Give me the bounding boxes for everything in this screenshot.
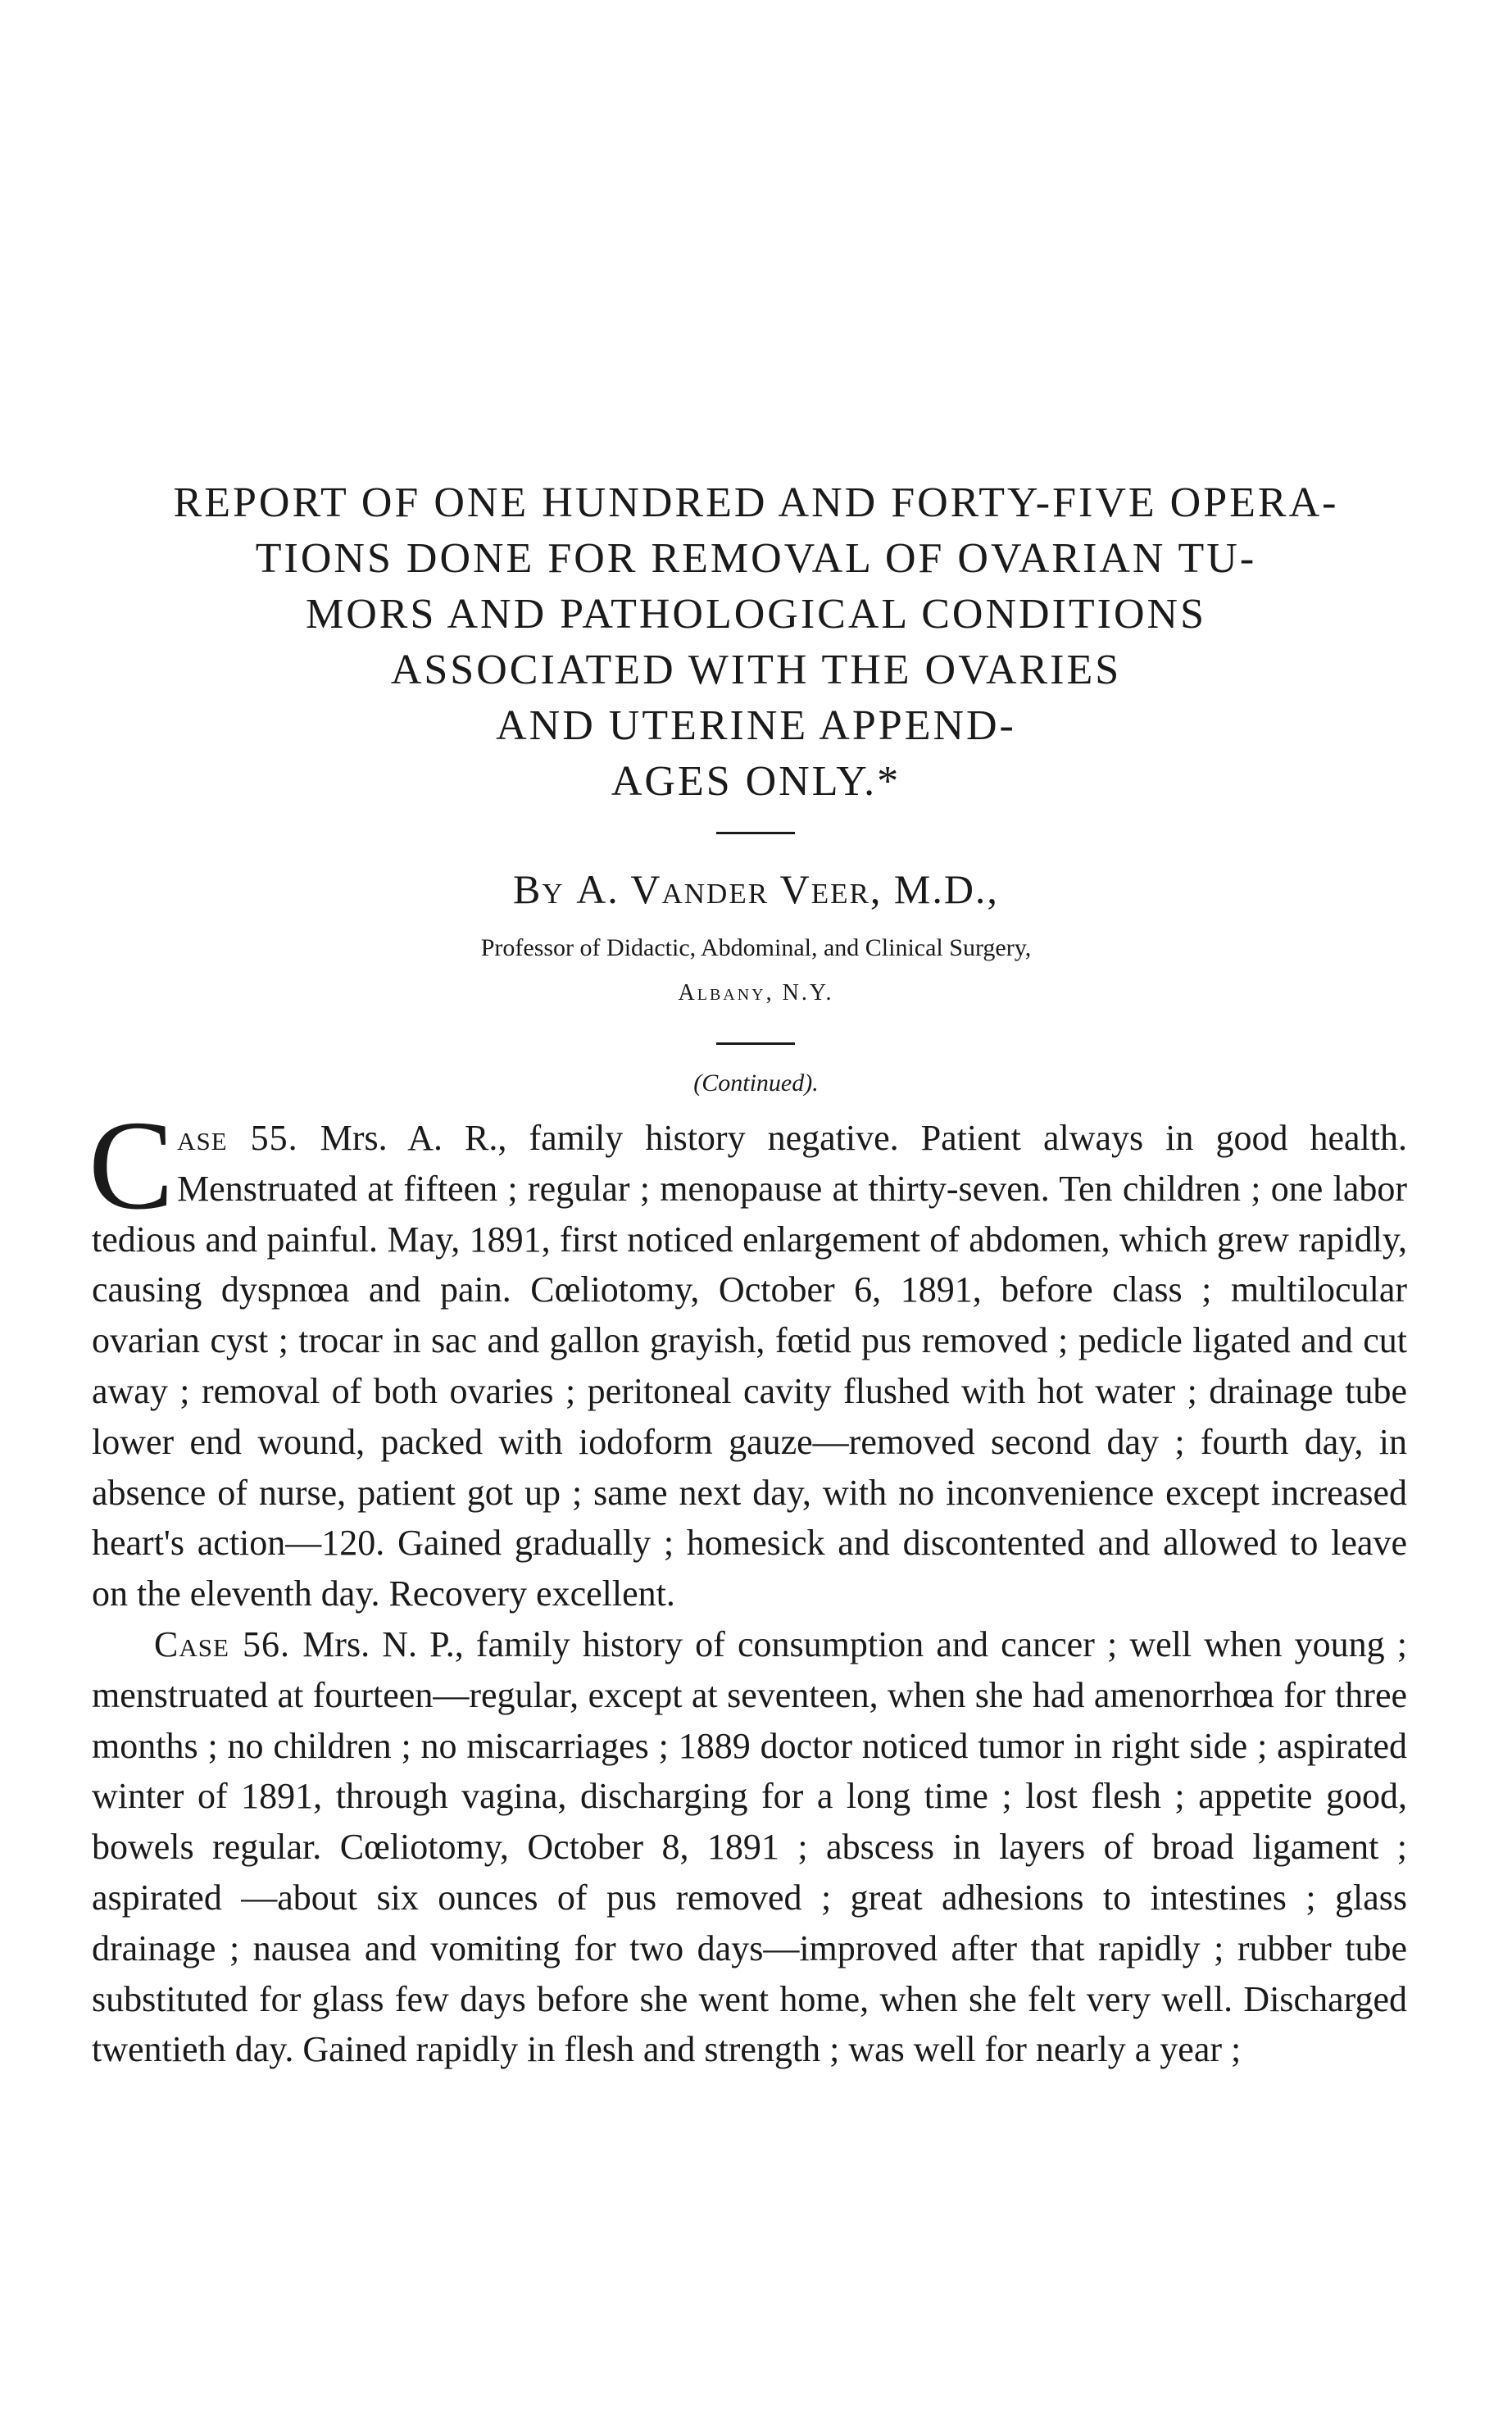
- title-line: REPORT OF ONE HUNDRED AND FORTY-FIVE OPERA-: [173, 479, 1339, 526]
- case-56-paragraph: [92, 1619, 1407, 2075]
- title-line: MORS AND PATHOLOGICAL CONDITIONS: [305, 591, 1206, 638]
- byline-prefix: By: [513, 866, 565, 912]
- case-55-label: ase 55.: [177, 1118, 298, 1158]
- author-name: A. Vander Veer, M.D.,: [576, 866, 999, 912]
- continued-note: (Continued).: [693, 1069, 819, 1097]
- article-body: [89, 1094, 1407, 2075]
- author-byline: [0, 865, 1512, 914]
- title-line: AGES ONLY.*: [611, 758, 901, 805]
- author-divider: [716, 1042, 795, 1045]
- case-55-text: Mrs. A. R., family history negative. Patient always in good health. Menstruated at fifteen ; regular ; menopause at thirty-seven. Ten children ; one labor tedious and painful. May, 1891, first noticed enlargement of abdomen, which grew rapidly, causing dyspnœa and pain. Cœliotomy, October 6, 1891, before class ; multilocular ovarian cyst ; trocar in sac and gallon grayish, fœtid pus removed ; pedicle ligated and cut away ; removal of both ovaries ; peritoneal cavity flushed with hot water ; drainage tube lower end wound, packed with iodoform gauze—removed second day ; fourth day, in absence of nurse, patient got up ; same next day, with no inconvenience except increased heart's action—120. Gained gradually ; homesick and discontented and allowed to leave on the eleventh day. Recovery excellent.: [92, 1118, 1407, 1614]
- case-55-paragraph: [89, 1094, 1407, 1619]
- title-divider: [716, 832, 795, 834]
- article-title: [74, 475, 1438, 810]
- title-line: TIONS DONE FOR REMOVAL OF OVARIAN TU-: [255, 535, 1257, 582]
- case-56-text: Mrs. N. P., family history of consumption and cancer ; well when young ; menstruated at fourteen—regular, except at seventeen, when she had amenorrhœa for three months ; no children ; no miscarriages ; 1889 doctor noticed tumor in right side ; aspirated winter of 1891, through vagina, discharging for a long time ; lost flesh ; appetite good, bowels regular. Cœliotomy, October 8, 1891 ; abscess in layers of broad ligament ; aspirated —about six ounces of pus removed ; great adhesions to intestines ; glass drainage ; nausea and vomiting for two days—improved after that rapidly ; rubber tube substituted for glass few days before she went home, when she felt very well. Discharged twentieth day. Gained rapidly in flesh and strength ; was well for nearly a year ;: [92, 1623, 1407, 2070]
- case-56-label: Case 56.: [154, 1623, 291, 1664]
- drop-cap: C: [89, 1094, 175, 1236]
- author-location: Albany, N.Y.: [678, 980, 834, 1006]
- title-line: AND UTERINE APPEND-: [496, 702, 1016, 749]
- author-affiliation: Professor of Didactic, Abdominal, and Clinical Surgery,: [480, 934, 1032, 961]
- title-line: ASSOCIATED WITH THE OVARIES: [390, 647, 1122, 693]
